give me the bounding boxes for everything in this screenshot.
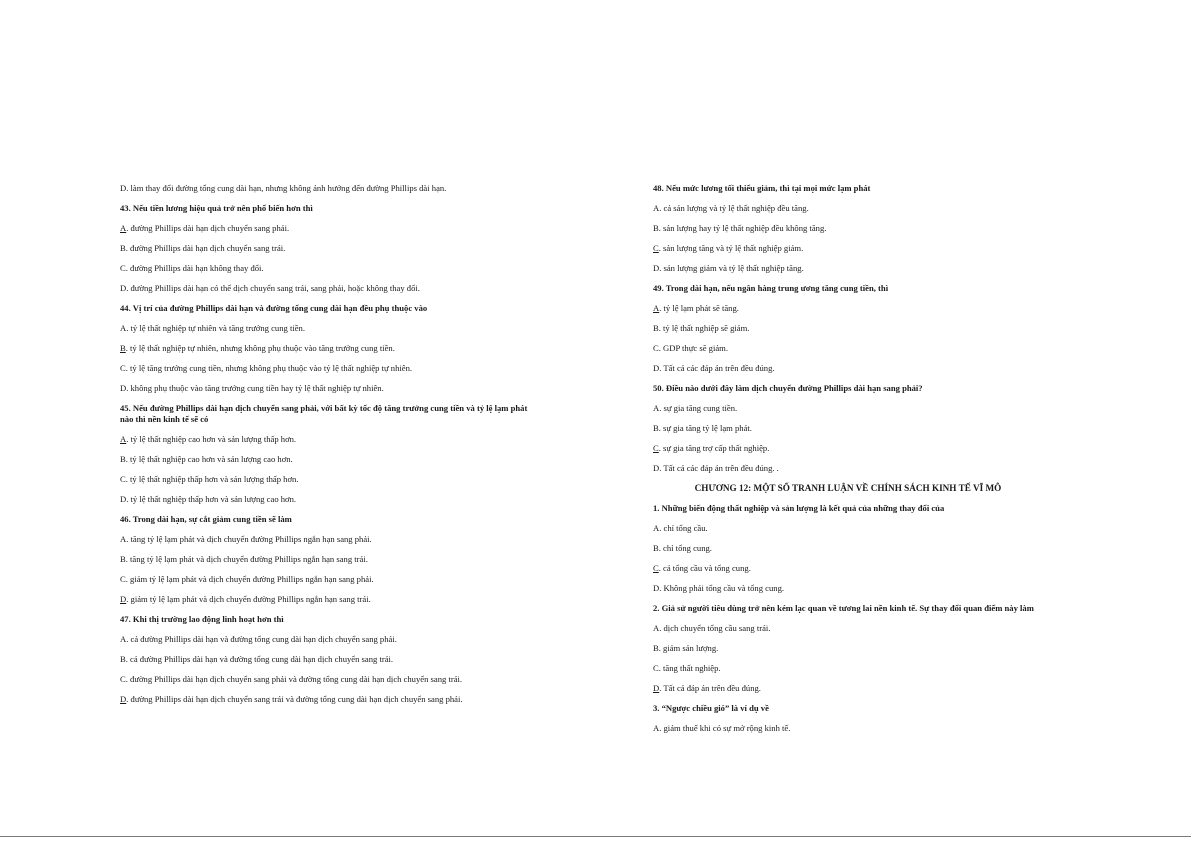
page-bottom-rule bbox=[0, 836, 1191, 837]
left-column bbox=[120, 183, 538, 714]
correct-answer-letter: C bbox=[653, 563, 659, 573]
answer-option-text: . tỷ lệ thất nghiệp cao hơn và sản lượng thấp hơn. bbox=[126, 433, 297, 444]
answer-option-correct bbox=[653, 303, 1043, 314]
answer-option-text: . tỷ lệ lạm phát sẽ tăng. bbox=[659, 303, 739, 313]
answer-option: C. đường Phillips dài hạn dịch chuyển sang phải và đường tổng cung dài hạn dịch chuyển sang trái. bbox=[120, 673, 463, 684]
answer-option: C. giảm tỷ lệ lạm phát và dịch chuyển đường Phillips ngắn hạn sang phải. bbox=[120, 573, 374, 584]
answer-option: B. sự gia tăng tỷ lệ lạm phát. bbox=[653, 423, 752, 433]
answer-option-text: . giảm tỷ lệ lạm phát và dịch chuyển đường Phillips ngắn hạn sang trái. bbox=[126, 593, 371, 604]
answer-option: D. Tất cả các đáp án trên đều đúng. . bbox=[653, 463, 779, 473]
question-text: 50. Điều nào dưới đây làm dịch chuyển đường Phillips dài hạn sang phải? bbox=[653, 383, 923, 393]
question-text: 3. “Ngược chiều gió” là ví dụ về bbox=[653, 703, 769, 713]
answer-option-text: . cả tổng cầu và tổng cung. bbox=[658, 563, 751, 573]
answer-option: B. đường Phillips dài hạn dịch chuyển sang trái. bbox=[120, 243, 286, 253]
answer-option-correct bbox=[120, 343, 538, 354]
correct-answer-letter: C bbox=[653, 243, 659, 253]
answer-option-correct bbox=[653, 563, 1043, 574]
answer-option-text: . Tất cả đáp án trên đều đúng. bbox=[659, 683, 761, 693]
chapter-heading: CHƯƠNG 12: MỘT SỐ TRANH LUẬN VỀ CHÍNH SÁCH KINH TẾ VĨ MÔ bbox=[694, 483, 1002, 493]
answer-option-correct bbox=[653, 443, 1043, 454]
answer-option: B. tăng tỷ lệ lạm phát và dịch chuyển đường Phillips ngắn hạn sang trái. bbox=[120, 553, 368, 564]
question-text: 1. Những biến động thất nghiệp và sản lượng là kết quả của những thay đổi của bbox=[653, 503, 945, 513]
answer-option-text: . đường Phillips dài hạn dịch chuyển sang trái và đường tổng cung dài hạn dịch chuyển sang phải. bbox=[126, 693, 463, 704]
question-text: 46. Trong dài hạn, sự cắt giảm cung tiền sẽ làm bbox=[120, 513, 292, 524]
question-text: 45. Nếu đường Phillips dài hạn dịch chuyển sang phải, với bất kỳ tốc độ tăng trưởng cung tiền và tỷ lệ lạm phát nào thì nền kinh tế sẽ có bbox=[120, 403, 528, 424]
answer-option-text: . sự gia tăng trợ cấp thất nghiệp. bbox=[658, 443, 770, 453]
answer-option: C. tăng thất nghiệp. bbox=[653, 663, 721, 673]
right-column bbox=[653, 183, 1043, 743]
answer-option-correct bbox=[120, 594, 538, 605]
correct-answer-letter: D bbox=[120, 693, 127, 704]
answer-option-correct bbox=[653, 243, 1043, 254]
answer-option: A. cả sản lượng và tỷ lệ thất nghiệp đều tăng. bbox=[653, 203, 809, 213]
answer-option: B. sản lượng hay tỷ lệ thất nghiệp đều không tăng. bbox=[653, 223, 827, 233]
answer-option: A. sự gia tăng cung tiền. bbox=[653, 403, 738, 413]
question-text: 49. Trong dài hạn, nếu ngân hàng trung ương tăng cung tiền, thì bbox=[653, 283, 889, 293]
answer-option: B. tỷ lệ thất nghiệp sẽ giảm. bbox=[653, 323, 750, 333]
answer-option: A. chỉ tổng cầu. bbox=[653, 523, 708, 533]
answer-option-text: . tỷ lệ thất nghiệp tự nhiên, nhưng không phụ thuộc vào tăng trưởng cung tiền. bbox=[125, 343, 395, 353]
question-text: 48. Nếu mức lương tối thiểu giảm, thì tại mọi mức lạm phát bbox=[653, 183, 871, 193]
question-text: 43. Nếu tiền lương hiệu quả trở nên phổ biến hơn thì bbox=[120, 203, 313, 213]
answer-option-correct bbox=[120, 434, 538, 445]
correct-answer-letter: A bbox=[120, 433, 127, 444]
question-text: 44. Vị trí của đường Phillips dài hạn và đường tổng cung dài hạn đều phụ thuộc vào bbox=[120, 303, 428, 313]
correct-answer-letter: A bbox=[120, 223, 127, 233]
answer-option: D. đường Phillips dài hạn có thể dịch chuyển sang trái, sang phải, hoặc không thay đổi. bbox=[120, 283, 420, 293]
answer-option: A. dịch chuyển tổng cầu sang trái. bbox=[653, 623, 771, 633]
answer-option: D. Không phải tổng cầu và tổng cung. bbox=[653, 583, 785, 593]
question-text: 47. Khi thị trường lao động linh hoạt hơn thì bbox=[120, 613, 284, 624]
answer-option-correct bbox=[653, 683, 1043, 694]
answer-option: D. sản lượng giảm và tỷ lệ thất nghiệp tăng. bbox=[653, 263, 804, 273]
correct-answer-letter: A bbox=[653, 303, 660, 313]
correct-answer-letter: D bbox=[653, 683, 660, 693]
answer-option: D. tỷ lệ thất nghiệp thấp hơn và sản lượng cao hơn. bbox=[120, 493, 297, 504]
correct-answer-letter: B bbox=[120, 343, 126, 353]
answer-option: B. cả đường Phillips dài hạn và đường tổng cung dài hạn dịch chuyển sang trái. bbox=[120, 653, 394, 664]
answer-option: B. chỉ tổng cung. bbox=[653, 543, 712, 553]
answer-option: A. cả đường Phillips dài hạn và đường tổng cung dài hạn dịch chuyển sang phải. bbox=[120, 633, 397, 644]
answer-option: B. giảm sản lượng. bbox=[653, 643, 719, 653]
answer-option-text: . đường Phillips dài hạn dịch chuyển sang phải. bbox=[126, 223, 290, 233]
answer-option: C. tỷ lệ thất nghiệp thấp hơn và sản lượng thấp hơn. bbox=[120, 473, 299, 484]
answer-option: C. GDP thực sẽ giảm. bbox=[653, 343, 728, 353]
answer-option: D. Tất cả các đáp án trên đều đúng. bbox=[653, 363, 775, 373]
answer-option: A. giảm thuế khi có sự mở rộng kinh tế. bbox=[653, 723, 791, 733]
answer-option: D. làm thay đổi đường tổng cung dài hạn, nhưng không ảnh hưởng đến đường Phillips dài hạn. bbox=[120, 183, 447, 193]
question-text: 2. Giả sử người tiêu dùng trở nên kém lạc quan về tương lai nền kinh tế. Sự thay đổi quan điểm này làm bbox=[653, 603, 1034, 613]
answer-option-text: . sản lượng tăng và tỷ lệ thất nghiệp giảm. bbox=[658, 243, 804, 253]
answer-option: A. tỷ lệ thất nghiệp tự nhiên và tăng trưởng cung tiền. bbox=[120, 323, 305, 333]
correct-answer-letter: C bbox=[653, 443, 659, 453]
answer-option: A. tăng tỷ lệ lạm phát và dịch chuyển đường Phillips ngắn hạn sang phải. bbox=[120, 533, 372, 544]
answer-option-correct bbox=[120, 223, 538, 234]
answer-option: B. tỷ lệ thất nghiệp cao hơn và sản lượng cao hơn. bbox=[120, 453, 293, 464]
answer-option-correct bbox=[120, 694, 538, 705]
answer-option: C. đường Phillips dài hạn không thay đổi. bbox=[120, 263, 264, 273]
correct-answer-letter: D bbox=[120, 593, 127, 604]
answer-option: C. tỷ lệ tăng trưởng cung tiền, nhưng không phụ thuộc vào tỷ lệ thất nghiệp tự nhiên. bbox=[120, 363, 413, 373]
answer-option: D. không phụ thuộc vào tăng trưởng cung tiền hay tỷ lệ thất nghiệp tự nhiên. bbox=[120, 383, 384, 393]
